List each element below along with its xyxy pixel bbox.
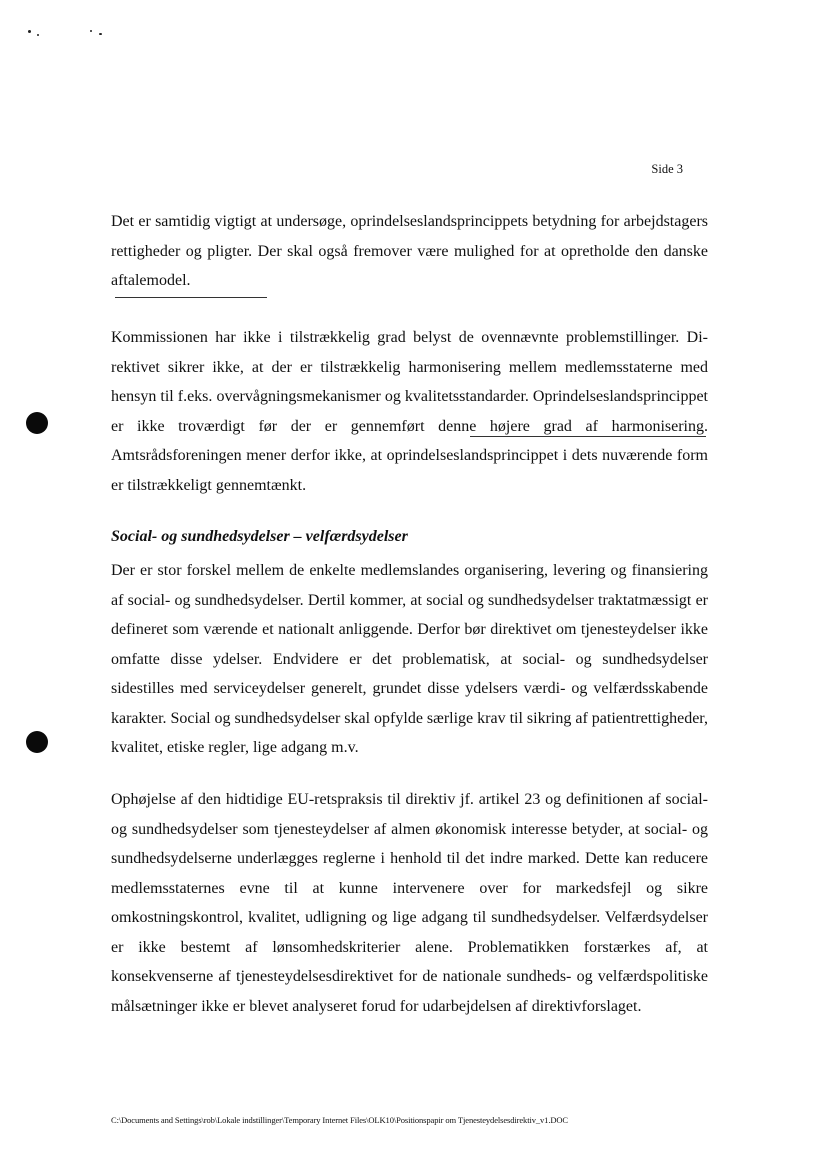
paragraph-1: Det er samtidig vigtigt at undersøge, oprindelseslandsprincippets betydning for arbejdstagers rettigheder og pligter. Der skal også fremover være mulighed for at opretholde den danske aftalemodel. <box>111 213 708 289</box>
footer-file-path: C:\Documents and Settings\rob\Lokale indstillinger\Temporary Internet Files\OLK10\Positionspapir om Tjenesteydelsesdirektiv_v1.DOC <box>111 1115 568 1125</box>
scan-speck <box>37 34 39 36</box>
punch-hole-lower <box>26 731 48 753</box>
scan-speck <box>90 30 92 32</box>
pen-underline-mark <box>470 436 706 437</box>
paragraph-4: Ophøjelse af den hidtidige EU-retspraksis til direktiv jf. artikel 23 og definitionen af social- og sundhedsydelser som tjenesteydelser af almen økonomisk interesse betyder, at social- og sundhedsydelserne underlægges reglerne i henhold til det indre marked. Dette kan reducere medlemsstaternes evne til at kunne intervenere over for markedsfejl og sikre omkostningskontrol, kvalitet, udligning og lige adgang til sundhedsydelser. Velfærdsydelser er ikke bestemt af lønsomhedskriterier alene. Problematikken forstærkes af, at konsekvenserne af tjenesteydelsesdirektivet for de nationale sundheds- og velfærdspolitiske målsætninger ikke er blevet analyseret forud for udarbejdelsen af direktivforslaget. <box>111 791 708 1015</box>
pen-underline-mark <box>115 297 267 298</box>
scan-speck <box>99 33 102 35</box>
section-heading: Social- og sundhedsydelser – velfærdsydelser <box>111 528 408 545</box>
scan-speck <box>28 30 31 33</box>
punch-hole-upper <box>26 412 48 434</box>
page-number: Side 3 <box>651 162 683 176</box>
paragraph-2: Kommissionen har ikke i tilstrækkelig grad belyst de ovennævnte problemstillinger. Direktivet sikrer ikke, at der er tilstrækkelig harmonisering mellem medlemsstaterne med hensyn til f.eks. overvågningsmekanismer og kvalitetsstandarder. Oprindelseslandsprincippet er ikke troværdigt før der er gennemført denne højere grad af harmonisering. Amtsrådsforeningen mener derfor ikke, at oprindelseslandsprincippet i dets nuværende form er tilstrækkeligt gennemtænkt. <box>111 329 708 494</box>
paragraph-3: Der er stor forskel mellem de enkelte medlemslandes organisering, levering og finansiering af social- og sundhedsydelser. Dertil kommer, at social og sundhedsydelser traktatmæssigt er defineret som værende et nationalt anliggende. Derfor bør direktivet om tjenesteydelser ikke omfatte disse ydelser. Endvidere er det problematisk, at social- og sundhedsydelser sidestilles med serviceydelser generelt, grundet disse ydelsers værdi- og velfærdsskabende karakter. Social og sundhedsydelser skal opfylde særlige krav til sikring af patientrettigheder, kvalitet, etiske regler, lige adgang m.v. <box>111 562 708 756</box>
